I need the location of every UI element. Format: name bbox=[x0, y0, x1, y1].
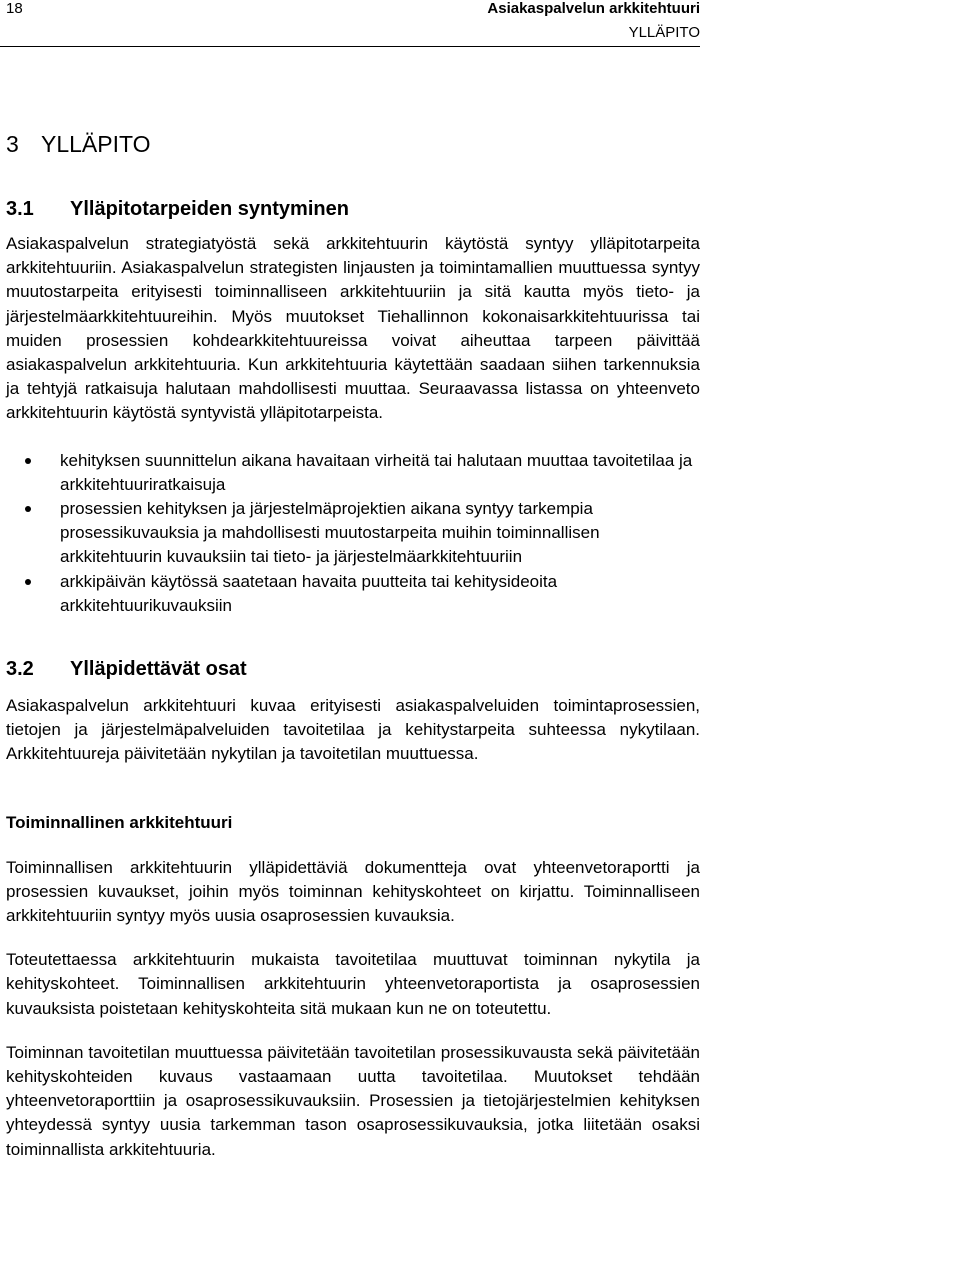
list-item bbox=[6, 497, 700, 570]
bullet-icon bbox=[25, 458, 31, 464]
section-title: Ylläpitotarpeiden syntyminen bbox=[70, 198, 349, 220]
document-title: Asiakaspalvelun arkkitehtuuri bbox=[487, 0, 700, 17]
running-header bbox=[260, 0, 700, 42]
list-item bbox=[6, 570, 700, 618]
list-item-text: prosessien kehityksen ja järjestelmäprojektien aikana syntyy tarkempia prosessikuvauksia ja mahdollisesti muutostarpeita muihin toiminnallisen arkkitehtuurin kuvauksiin tai tieto- ja järjestelmäarkkitehtuuriin bbox=[60, 499, 600, 567]
subsection-heading: Toiminnallinen arkkitehtuuri bbox=[6, 812, 233, 832]
list-item-text: kehityksen suunnittelun aikana havaitaan virheitä tai halutaan muuttaa tavoitetilaa ja arkkitehtuuriratkaisuja bbox=[60, 450, 693, 494]
header-section-name: YLLÄPITO bbox=[628, 24, 700, 41]
section-title: Ylläpidettävät osat bbox=[70, 658, 247, 681]
section-number: 3.1 bbox=[6, 198, 34, 220]
chapter-heading bbox=[6, 124, 700, 164]
chapter-title: YLLÄPITO bbox=[41, 131, 151, 157]
header-divider bbox=[0, 46, 700, 47]
page-content bbox=[6, 124, 700, 1162]
paragraph: Toteutettaessa arkkitehtuurin mukaista tavoitetilaa muuttuvat toiminnan nykytila ja kehityskohteet. Toiminnallisen arkkitehtuurin yhteenvetoraportista ja osaprosessien kuvauksista poistetaan kehityskohteita sitä mukaan kun ne on toteutettu. bbox=[6, 950, 700, 1018]
page-number: 18 bbox=[6, 0, 23, 17]
paragraph: Toiminnan tavoitetilan muuttuessa päivitetään tavoitetilan prosessikuvausta sekä päivitetään kehityskohteiden kuvaus vastaamaan uutta tavoitetilaa. Muutokset tehdään yhteenvetoraporttiin ja osaprosessikuvauksiin. Prosessien ja tietojärjestelmien kehityksen yhteydessä syntyy uusia tarkemman tason osaprosessikuvauksia, jotka liitetään osaksi toiminnallista arkkitehtuuria. bbox=[6, 1042, 700, 1159]
bullet-icon bbox=[25, 506, 31, 512]
paragraph: Asiakaspalvelun arkkitehtuuri kuvaa erityisesti asiakaspalveluiden toimintaprosessien, tietojen ja järjestelmäpalveluiden tavoitetilaa ja kehitystarpeita suhteessa nykytilaan. Arkkitehtuureja päivitetään nykytilan ja tavoitetilan muuttuessa. bbox=[6, 696, 700, 764]
bullet-icon bbox=[25, 579, 31, 585]
bullet-list bbox=[6, 449, 700, 618]
chapter-number: 3 bbox=[6, 131, 19, 157]
paragraph: Toiminnallisen arkkitehtuurin ylläpidettäviä dokumentteja ovat yhteenvetoraportti ja prosessien kuvaukset, joihin myös toiminnan kehityskohteet on kirjattu. Toiminnalliseen arkkitehtuuriin syntyy myös uusia osaprosessien kuvauksia. bbox=[6, 857, 700, 926]
list-item-text: arkkipäivän käytössä saatetaan havaita puutteita tai kehitysideoita arkkitehtuurikuvauksiin bbox=[60, 571, 558, 615]
list-item bbox=[6, 449, 700, 497]
section-heading-3-2 bbox=[6, 654, 700, 684]
section-heading-3-1 bbox=[6, 194, 700, 224]
paragraph: Asiakaspalvelun strategiatyöstä sekä arkkitehtuurin käytöstä syntyy ylläpitotarpeita arkkitehtuuriin. Asiakaspalvelun strategisten linjausten ja toimintamallien muuttuessa syntyy muutostarpeita erityisesti toiminnalliseen arkkitehtuuriin ja sitä kautta myös tieto- ja järjestelmäarkkitehtuureihin. Myös muutokset Tiehallinnon kokonaisarkkitehtuurissa tai muiden prosessien kohdearkkitehtuureissa voivat aiheuttaa tarpeen päivittää asiakaspalvelun arkkitehtuuria. Kun arkkitehtuuria käytettään saadaan siihen tarkennuksia ja tehtyjä ratkaisuja halutaan mahdollisesti muuttaa. Seuraavassa listassa on yhteenveto arkkitehtuurin käytöstä syntyvistä ylläpitotarpeista. bbox=[6, 234, 700, 423]
section-number: 3.2 bbox=[6, 658, 34, 681]
